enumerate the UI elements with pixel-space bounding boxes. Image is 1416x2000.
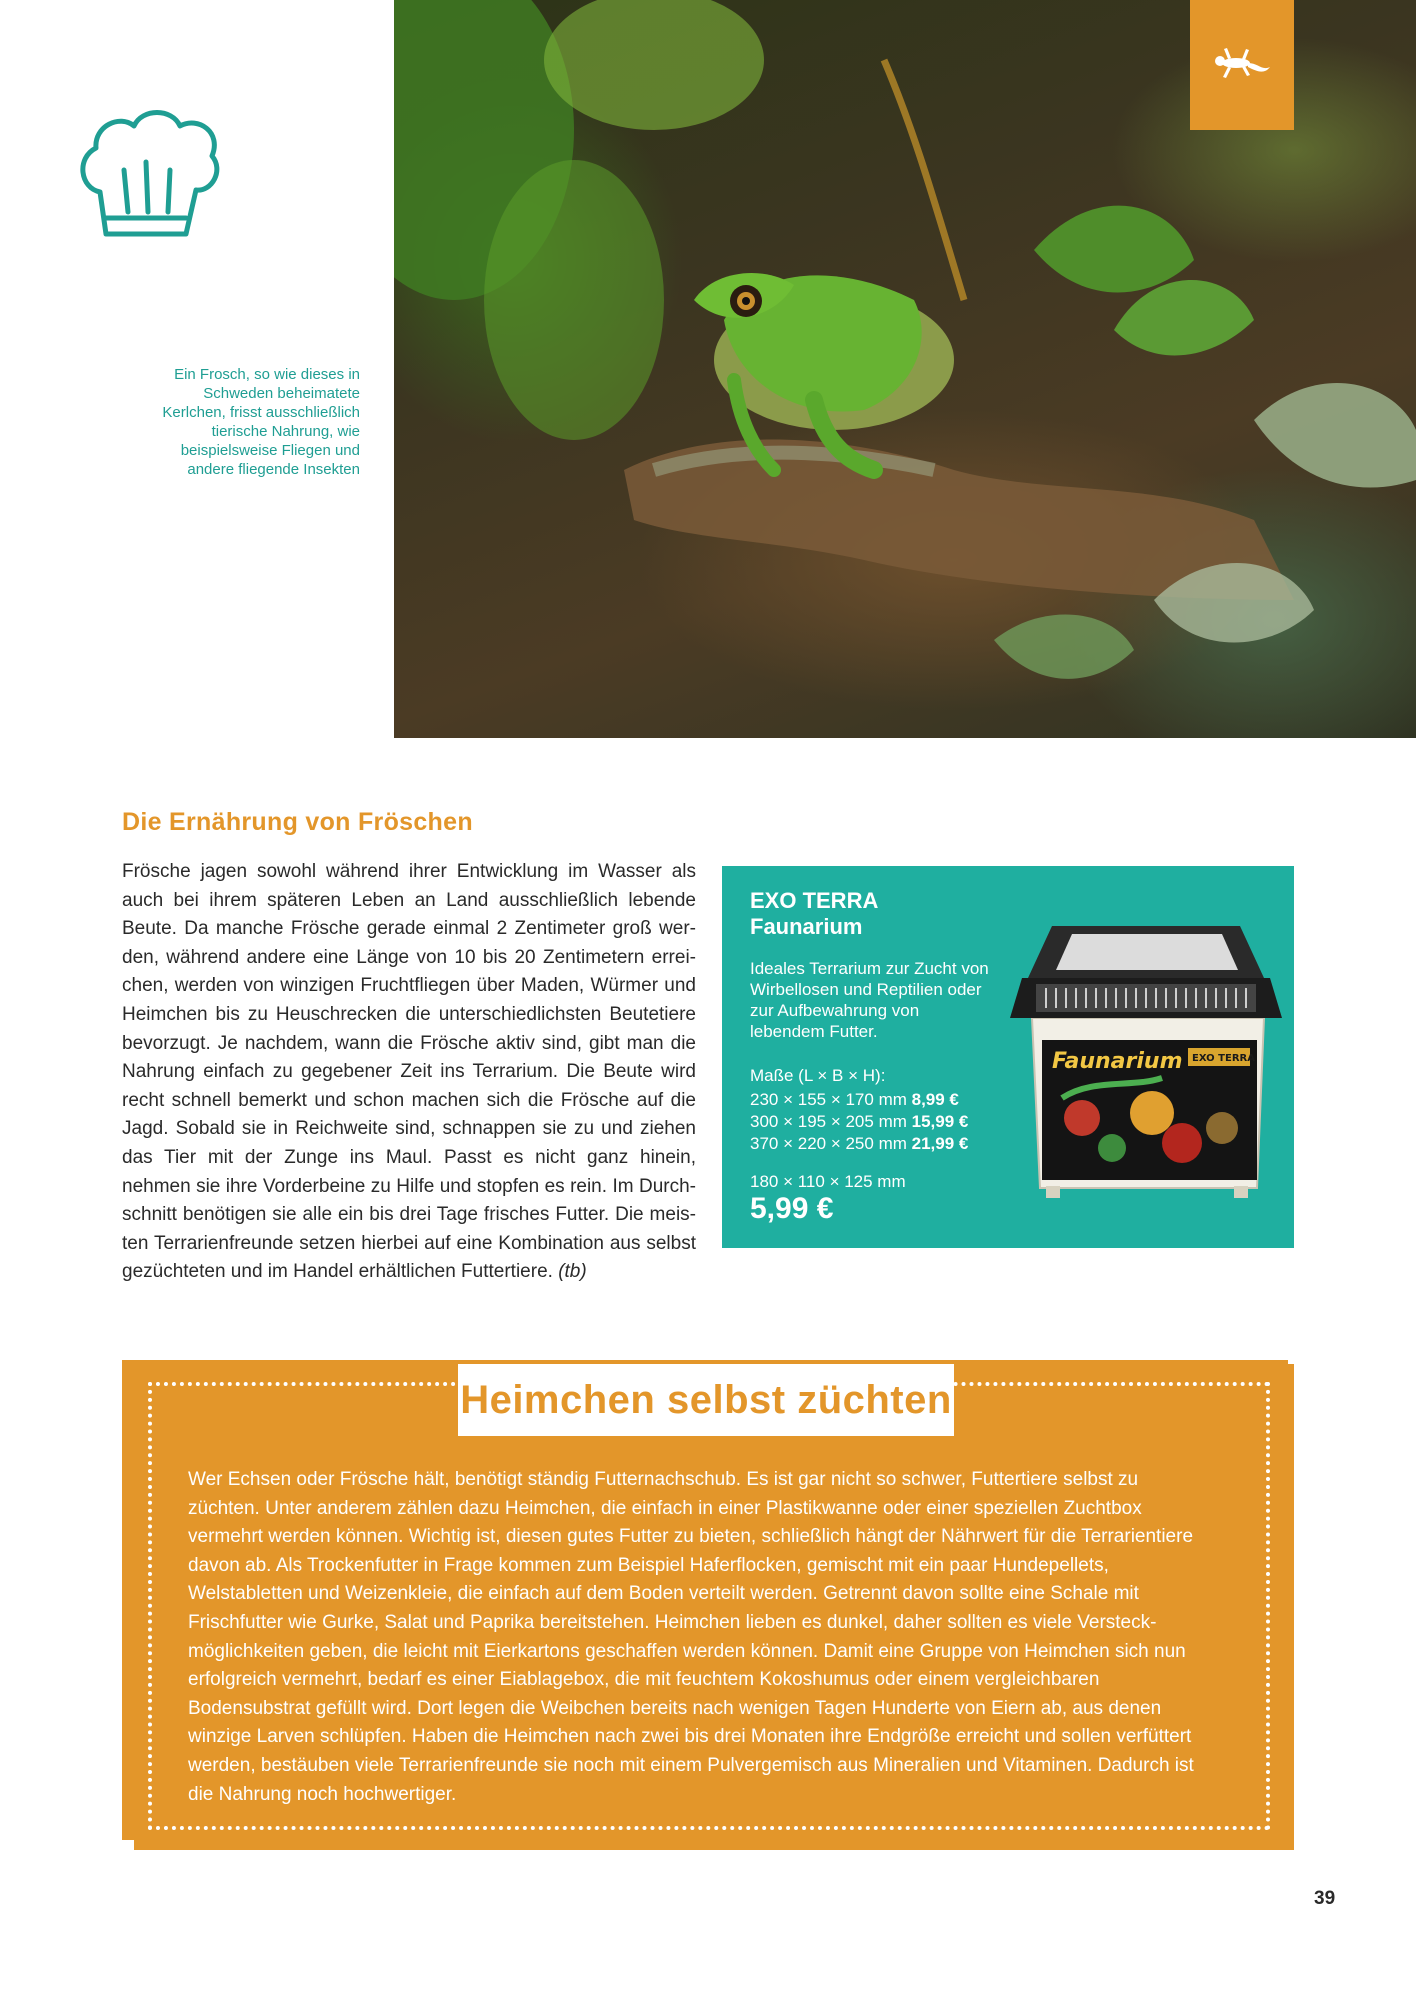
- article-title: Die Ernährung von Fröschen: [122, 808, 473, 836]
- size-price-list: [750, 1089, 968, 1155]
- product-name: Faunarium: [750, 914, 863, 939]
- size-dims: 300 × 195 × 205 mm: [750, 1112, 907, 1131]
- size-price: 21,99 €: [911, 1134, 969, 1153]
- product-brand: EXO TERRA: [750, 888, 879, 913]
- dimensions-label: Maße (L × B × H):: [750, 1066, 886, 1085]
- page-number: 39: [1314, 1888, 1336, 1909]
- product-price: 5,99 €: [750, 1192, 834, 1225]
- article-text: Frösche jagen sowohl während ihrer Entwicklung im Wasser als auch bei ihrem späteren Leben an Land ausschließlich lebende Beute. Da manche Frösche gerade einmal 2 Zentimeter groß werden, während andere eine Länge von 10 bis 20 Zentimetern erreichen, werden von winzigen Fruchtfliegen über Maden, Würmer und Heimchen bis zu Heuschrecken die unterschiedlichsten Beutetiere bevorzugt. Je nachdem, wann die Frösche aktiv sind, gibt man die Nahrung einfach zu gegebener Zeit ins Terrarium. Die Beute wird recht schnell bemerkt und schon machen sich die Frösche auf die Jagd. Sobald sie in Reichweite sind, schnappen sie zu und ziehen das Tier mit der Zunge ins Maul. Passt es nicht ganz hinein, nehmen sie ihre Vorderbeine zu Hilfe und stopfen es rein. Im Durchschnitt benötigen sie alle ein bis drei Tage frisches Futter. Die meisten Terrarienfreunde setzen hierbei auf eine Kombination aus selbst gezüchteten und im Handel erhältlichen Futtertiere.: [122, 861, 696, 1283]
- product-box: [722, 866, 1294, 1248]
- size-dims: 230 × 155 × 170 mm: [750, 1090, 907, 1109]
- package-label: Faunarium: [1052, 1049, 1183, 1074]
- size-price: 8,99 €: [911, 1090, 959, 1109]
- size-price: 15,99 €: [911, 1112, 969, 1131]
- gecko-icon: [1212, 45, 1272, 86]
- size-price-row: [750, 1133, 968, 1155]
- terrarium-image: [1002, 918, 1290, 1223]
- package-logo: EXO TERRA: [1192, 1053, 1255, 1064]
- article-body: [122, 858, 696, 1287]
- size-dims: 370 × 220 × 250 mm: [750, 1134, 907, 1153]
- photo-caption: Ein Frosch, so wie dieses in Schweden beheimatete Kerlchen, frisst ausschließlich tierische Nahrung, wie beispielsweise Fliegen und andere fliegende Insekten: [162, 366, 360, 478]
- size-price-row: [750, 1089, 968, 1111]
- infobox-title: Heimchen selbst züchten: [460, 1377, 952, 1422]
- infobox-title-plate: [458, 1364, 954, 1436]
- size-price-row: [750, 1111, 968, 1133]
- author-initials: (tb): [558, 1261, 587, 1283]
- infobox-text: Wer Echsen oder Frösche hält, benötigt ständig Futternachschub. Es ist gar nicht so schwer, Futtertiere selbst zu züchten. Unter anderem zählen dazu Heimchen, die einfach in einer Plastikwanne oder einer speziellen Zuchtbox vermehrt werden können. Wichtig ist, diesen gutes Futter zu bieten, schließlich hängt der Nährwert für die Terrarientiere davon ab. Als Trockenfutter in Frage kommen zum Beispiel Haferflocken, gemischt mit ein paar Hundepellets, Welstabletten und Weizenkleie, die einfach auf dem Boden verteilt werden. Getrennt davon sollte eine Schale mit Frischfutter wie Gurke, Salat und Paprika bereitstehen. Heimchen lieben es dunkel, daher sollten es viele Versteckmöglichkeiten geben, die leicht mit Eierkartons geschaffen werden können. Damit eine Gruppe von Heimchen sich nun erfolgreich vermehrt, bedarf es einer Eiablagebox, die mit feuchtem Kokoshumus oder einem vergleichbaren Bodensubstrat gefüllt wird. Dort legen die Weibchen bereits nach wenigen Tagen Hunderte von Eiern ab, aus denen winzige Larven schlüpfen. Haben die Heimchen nach zwei bis drei Monaten ihre Endgröße erreicht und sollen verfüttert werden, bestäuben viele Terrarienfreunde sie noch mit einem Pulvergemisch aus Mineralien und Vitaminen. Dadurch ist die Nahrung noch hochwertiger.: [188, 1469, 1194, 1805]
- product-description: Ideales Terrarium zur Zucht von Wirbellosen und Reptilien oder zur Aufbewahrung von lebendem Futter.: [750, 959, 989, 1041]
- small-size: 180 × 110 × 125 mm: [750, 1172, 906, 1191]
- category-badge: [1190, 0, 1294, 130]
- chef-hat-icon: [72, 100, 222, 250]
